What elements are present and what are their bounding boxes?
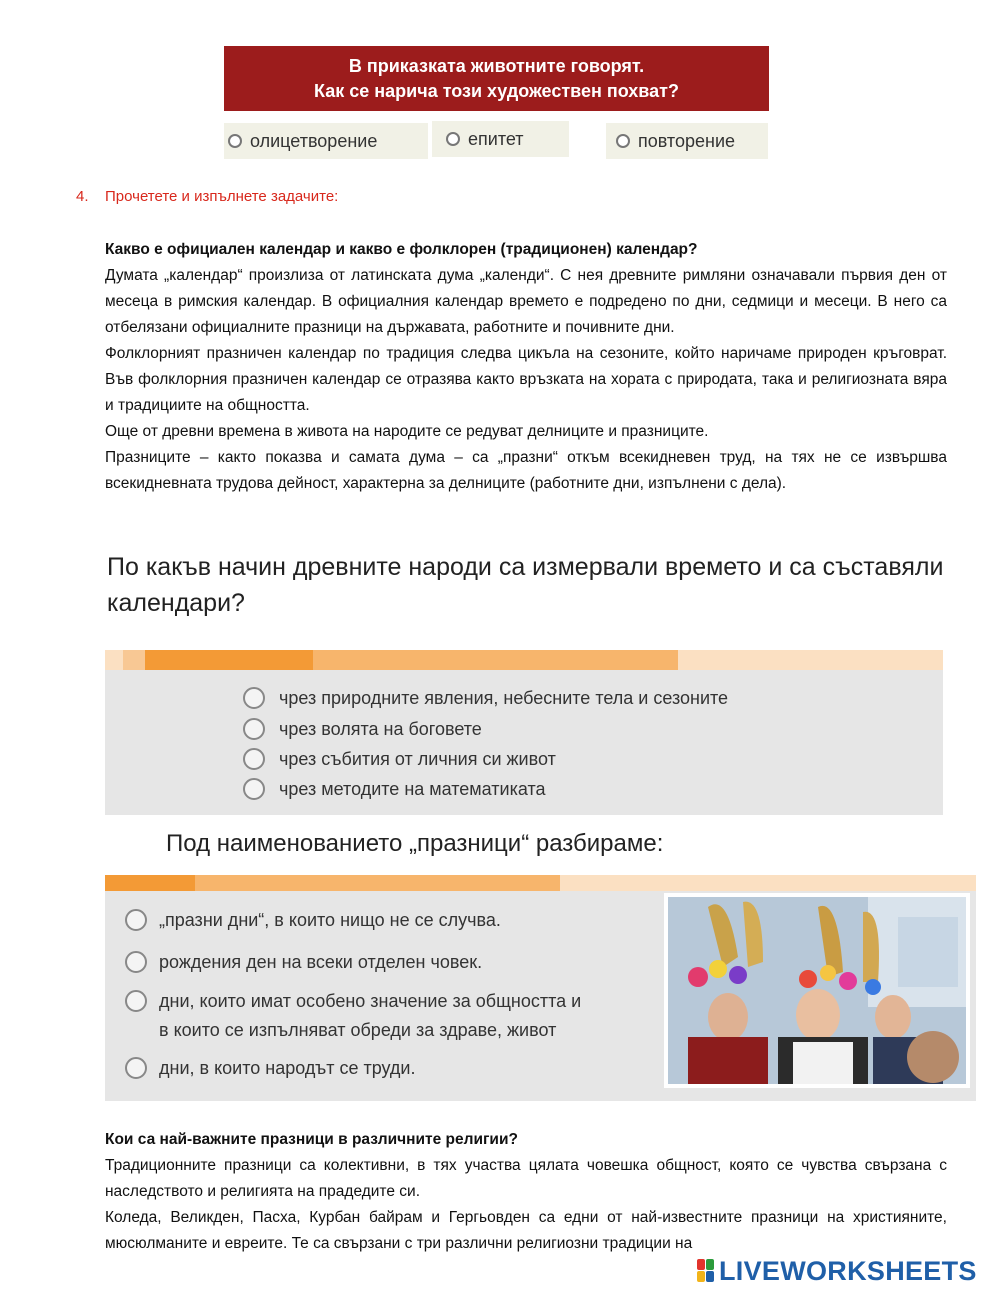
question-3-options [125, 905, 581, 1083]
radio-button[interactable] [243, 687, 265, 709]
option-label: чрез методите на математиката [279, 778, 546, 799]
answer-option-epithet[interactable] [432, 121, 569, 157]
logo-icon [697, 1259, 715, 1283]
radio-button[interactable] [616, 134, 630, 148]
paragraph: Празниците – както показва и самата дума – са „празни“ откъм всекидневен труд, на тях не се извършва всекидневната трудова дейност, характерна за делниците (работните дни, изпълнени с дела). [105, 449, 947, 492]
question-line-2: Как се нарича този художествен похват? [314, 80, 679, 101]
answer-option[interactable] [125, 947, 581, 977]
question-line-1: В приказката животните говорят. [348, 55, 645, 76]
option-label: чрез волята на боговете [279, 718, 482, 739]
stripe-segment [123, 650, 145, 670]
answer-option[interactable] [125, 905, 581, 935]
radio-button[interactable] [243, 748, 265, 770]
logo-text: LIVEWORKSHEETS [719, 1255, 977, 1286]
answer-option[interactable] [243, 774, 728, 804]
radio-button[interactable] [125, 909, 147, 931]
task-heading [76, 188, 338, 205]
question-2-box [105, 650, 943, 815]
paragraph: Фолклорният празничен календар по традиция следва цикъла на сезоните, който наричаме природен кръговрат. Във фолклорния празничен календар се отразява както връзката на хората с природата, така и религиозната вяра и традициите на общността. [105, 345, 947, 414]
radio-button[interactable] [228, 134, 242, 148]
section-heading: Кои са най-важните празници в различните религии? [105, 1131, 518, 1148]
radio-button[interactable] [243, 718, 265, 740]
answer-option[interactable] [125, 1053, 581, 1083]
folk-costume-photo [664, 893, 970, 1088]
option-label: чрез събития от личния си живот [279, 748, 556, 769]
answer-option[interactable] [243, 744, 728, 774]
stripe-segment [195, 875, 560, 891]
answer-option[interactable] [243, 714, 728, 744]
option-label: олицетворение [250, 130, 378, 151]
liveworksheets-logo [697, 1256, 977, 1286]
answer-option[interactable] [125, 987, 581, 1045]
option-label: „празни дни“, в които нищо не се случва. [159, 909, 501, 930]
question-banner [224, 46, 769, 111]
stripe-segment [145, 650, 313, 670]
paragraph: Думата „календар“ произлиза от латинската дума „календи“. С нея древните римляни означавали първия ден от месеца в римския календар. В официалния календар времето е подредено по дни, седмици и месеци. В него са отбелязани официалните празници на държавата, работните и почивните дни. [105, 267, 947, 336]
paragraph: Още от древни времена в живота на народите се редуват делниците и празниците. [105, 423, 709, 440]
religion-text-section [105, 1127, 947, 1257]
task-number: 4. [76, 188, 89, 205]
answer-option-personification[interactable] [224, 123, 428, 159]
section-heading: Какво е официален календар и какво е фолклорен (традиционен) календар? [105, 241, 698, 258]
paragraph: Коледа, Великден, Пасха, Курбан байрам и Гергьовден са едни от най-известните празници на християните, мюсюлманите и евреите. Те са свързани с три различни религиозни традиции на [105, 1209, 947, 1252]
question-2-options [243, 682, 728, 804]
stripe-segment [313, 650, 678, 670]
task-text: Прочетете и изпълнете задачите: [105, 188, 339, 205]
option-label-continued: в които се изпълняват обреди за здраве, живот [159, 1020, 557, 1040]
option-label: дни, в които народът се труди. [159, 1057, 416, 1078]
answer-option[interactable] [243, 682, 728, 714]
calendar-text-section [105, 237, 947, 497]
answer-option-repetition[interactable] [606, 123, 768, 159]
option-label: епитет [468, 128, 524, 149]
option-label: чрез природните явления, небесните тела и сезоните [279, 687, 729, 708]
radio-button[interactable] [125, 990, 147, 1012]
radio-button[interactable] [446, 132, 460, 146]
radio-button[interactable] [125, 951, 147, 973]
option-label: дни, които имат особено значение за общността и [159, 991, 582, 1011]
option-label: рождения ден на всеки отделен човек. [159, 951, 483, 972]
radio-button[interactable] [243, 778, 265, 800]
folk-costume-photo-drawing [668, 897, 966, 1084]
stripe-segment [105, 875, 195, 891]
paragraph: Традиционните празници са колективни, в тях участва цялата човешка общност, която се чувства свързана с наследството и религията на прадедите си. [105, 1157, 947, 1200]
question-2-title: По какъв начин древните народи са измервали времето и са съставяли календари? [107, 553, 944, 617]
question-3-title: Под наименованието „празници“ разбираме: [166, 830, 664, 857]
option-label: повторение [638, 130, 736, 151]
radio-button[interactable] [125, 1057, 147, 1079]
